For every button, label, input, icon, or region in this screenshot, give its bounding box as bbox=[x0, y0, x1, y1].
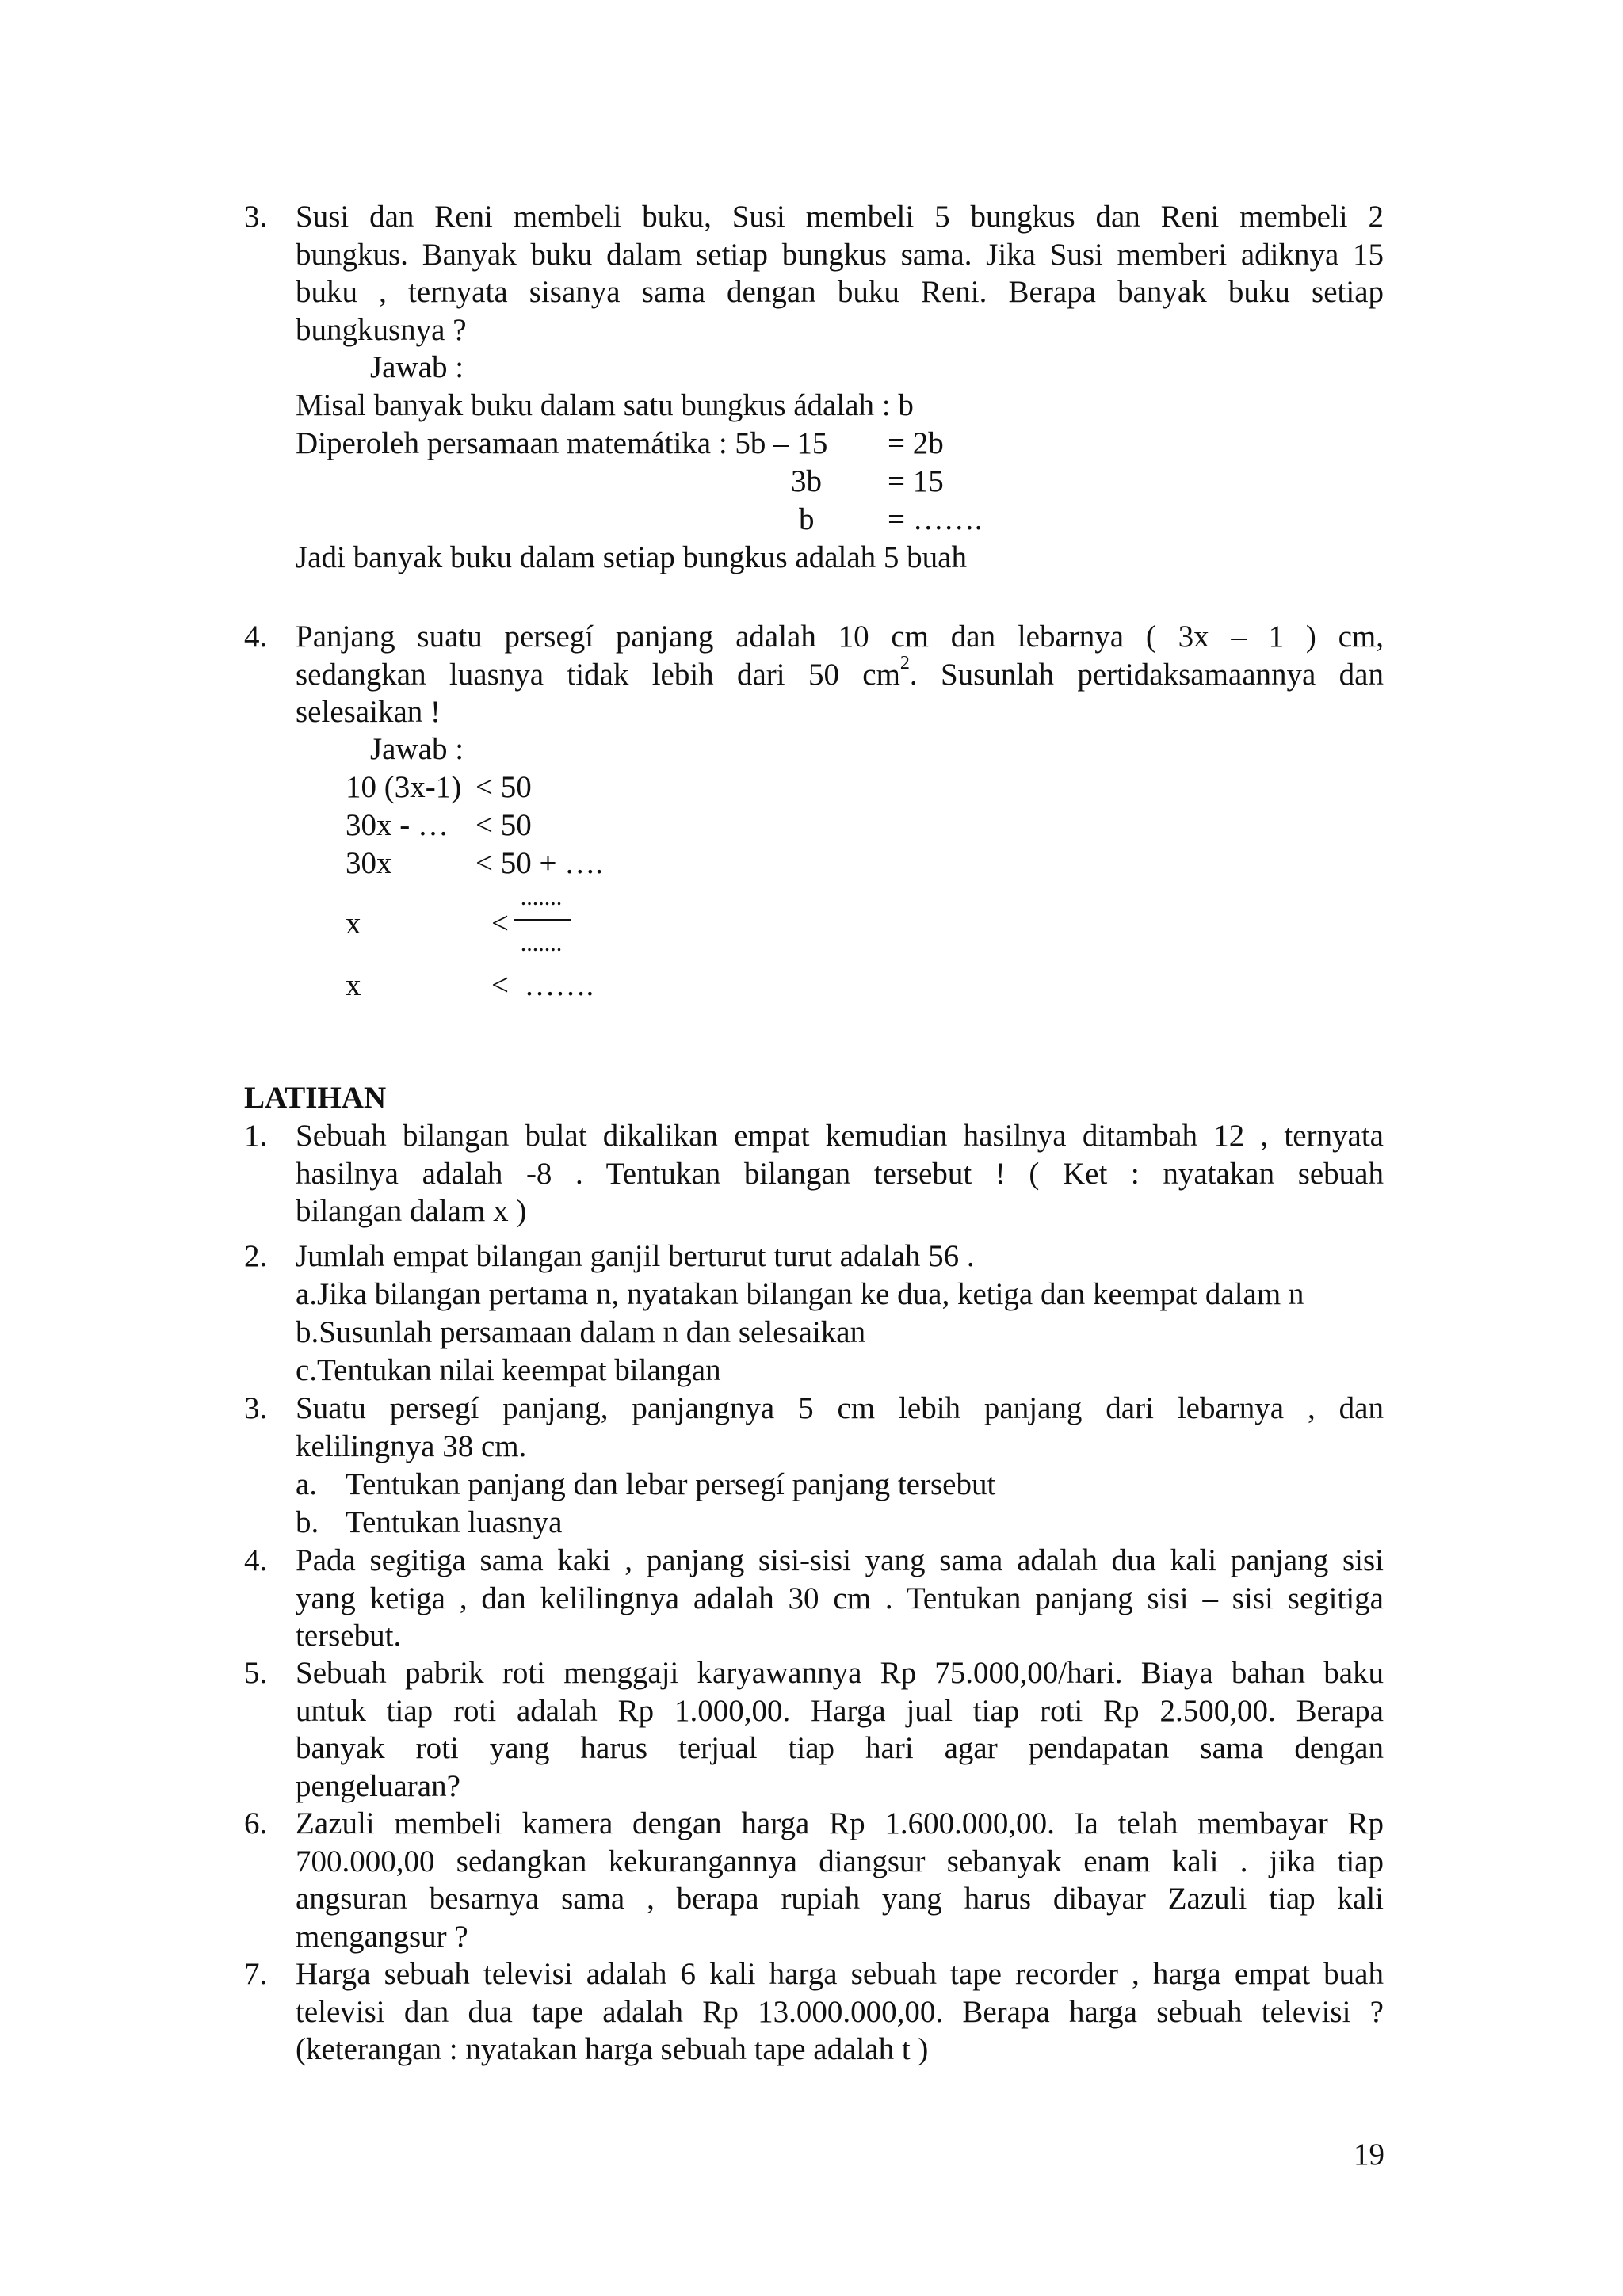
text-line: Zazuli membeli kamera dengan harga Rp 1.600.000,00. Ia telah membayar Rp bbox=[296, 1806, 1384, 1840]
text-line: tersebut. bbox=[296, 1619, 402, 1653]
equation-lhs: 3b bbox=[791, 464, 822, 498]
conclusion: Jadi banyak buku dalam setiap bungkus adalah 5 buah bbox=[296, 540, 967, 574]
text-line: Pada segitiga sama kaki , panjang sisi-sisi yang sama adalah dua kali panjang sisi bbox=[296, 1543, 1384, 1577]
exercise-item-4 bbox=[296, 1542, 1384, 1655]
text-line: Panjang suatu persegí panjang adalah 10 cm dan lebarnya ( 3x – 1 ) cm, bbox=[296, 620, 1384, 654]
answer-label: Jawab : bbox=[370, 350, 464, 384]
text-line: pengeluaran? bbox=[296, 1768, 460, 1803]
equation-lhs: Diperoleh persamaan matemátika : 5b – 15 bbox=[296, 426, 828, 460]
text-fragment: sedangkan luasnya tidak lebih dari 50 cm bbox=[296, 657, 900, 692]
text-line: Harga sebuah televisi adalah 6 kali harga sebuah tape recorder , harga empat buah bbox=[296, 1957, 1384, 1991]
text-fragment: . Susunlah pertidaksamaannya dan bbox=[909, 657, 1384, 692]
text-line: Suatu persegí panjang, panjangnya 5 cm lebih panjang dari lebarnya , dan bbox=[296, 1391, 1384, 1425]
problem-number: 3. bbox=[244, 200, 268, 234]
fraction-operator: < bbox=[491, 906, 509, 940]
text-line: bilangan dalam x ) bbox=[296, 1194, 527, 1228]
text-line: banyak roti yang harus terjual tiap hari agar pendapatan sama dengan bbox=[296, 1731, 1384, 1765]
problem-text bbox=[296, 618, 1384, 731]
answer-label: Jawab : bbox=[370, 732, 464, 766]
fraction-bar bbox=[514, 919, 571, 921]
item-number: 4. bbox=[244, 1543, 268, 1577]
text-line: buku , ternyata sisanya sama dengan buku Reni. Berapa banyak buku setiap bbox=[296, 275, 1384, 309]
sub-item: b.Susunlah persamaan dalam n dan selesaikan bbox=[296, 1315, 866, 1349]
problem-text bbox=[296, 198, 1384, 349]
exercise-item-5 bbox=[296, 1654, 1384, 1805]
equation-lhs: b bbox=[799, 502, 815, 536]
sub-item-label: a. bbox=[296, 1467, 318, 1501]
superscript: 2 bbox=[899, 652, 910, 673]
step-lhs: 30x - … bbox=[346, 808, 449, 842]
sub-item: Tentukan luasnya bbox=[346, 1505, 563, 1539]
exercise-item-7 bbox=[296, 1955, 1384, 2069]
step-rhs: < 50 + …. bbox=[475, 846, 603, 880]
text-line: televisi dan dua tape adalah Rp 13.000.000,00. Berapa harga sebuah televisi ? bbox=[296, 1994, 1384, 2029]
item-number: 1. bbox=[244, 1119, 268, 1153]
text-line: angsuran besarnya sama , berapa rupiah yang harus dibayar Zazuli tiap kali bbox=[296, 1882, 1384, 1916]
step-rhs: < 50 bbox=[475, 770, 532, 804]
text-line: kelilingnya 38 cm. bbox=[296, 1428, 527, 1463]
text-line: hasilnya adalah -8 . Tentukan bilangan tersebut ! ( Ket : nyatakan sebuah bbox=[296, 1156, 1384, 1191]
section-heading: LATIHAN bbox=[244, 1081, 387, 1115]
sub-item: a.Jika bilangan pertama n, nyatakan bilangan ke dua, ketiga dan keempat dalam n bbox=[296, 1277, 1304, 1311]
page-number: 19 bbox=[1354, 2138, 1384, 2172]
sub-item-label: b. bbox=[296, 1505, 319, 1539]
fraction-numerator: ....... bbox=[520, 884, 563, 910]
text-line: mengangsur ? bbox=[296, 1919, 468, 1954]
text-line: Sebuah pabrik roti menggaji karyawannya Rp 75.000,00/hari. Biaya bahan baku bbox=[296, 1656, 1384, 1690]
final-lhs: x bbox=[346, 968, 361, 1002]
step-lhs: 30x bbox=[346, 846, 392, 880]
text-line: yang ketiga , dan kelilingnya adalah 30 cm . Tentukan panjang sisi – sisi segitiga bbox=[296, 1581, 1384, 1615]
text-line bbox=[296, 652, 1384, 694]
step-lhs: 10 (3x-1) bbox=[346, 770, 462, 804]
text-line: untuk tiap roti adalah Rp 1.000,00. Harga jual tiap roti Rp 2.500,00. Berapa bbox=[296, 1693, 1384, 1728]
text-line: Susi dan Reni membeli buku, Susi membeli 5 bungkus dan Reni membeli 2 bbox=[296, 200, 1384, 234]
equation-rhs: = ……. bbox=[888, 502, 983, 536]
item-number: 7. bbox=[244, 1957, 268, 1991]
text-line: selesaikan ! bbox=[296, 695, 441, 729]
sub-item: Tentukan panjang dan lebar persegí panjang tersebut bbox=[346, 1467, 996, 1501]
text-line: Sebuah bilangan bulat dikalikan empat kemudian hasilnya ditambah 12 , ternyata bbox=[296, 1119, 1384, 1153]
fraction-lhs: x bbox=[346, 906, 361, 940]
text-line: bungkusnya ? bbox=[296, 312, 467, 347]
final-rhs: < ……. bbox=[491, 968, 594, 1002]
exercise-item-3 bbox=[296, 1390, 1384, 1465]
item-number: 2. bbox=[244, 1239, 268, 1273]
text-line: bungkus. Banyak buku dalam setiap bungkus sama. Jika Susi memberi adiknya 15 bbox=[296, 237, 1384, 272]
equation-rhs: = 15 bbox=[888, 464, 944, 498]
text-line: Jumlah empat bilangan ganjil berturut turut adalah 56 . bbox=[296, 1239, 975, 1273]
equation-rhs: = 2b bbox=[888, 426, 944, 460]
item-number: 3. bbox=[244, 1391, 268, 1425]
item-number: 6. bbox=[244, 1806, 268, 1840]
exercise-item-6 bbox=[296, 1805, 1384, 1955]
sub-item: c.Tentukan nilai keempat bilangan bbox=[296, 1353, 721, 1387]
exercise-item-1 bbox=[296, 1117, 1384, 1230]
fraction-denominator: ....... bbox=[520, 930, 563, 956]
problem-number: 4. bbox=[244, 620, 268, 654]
text-line: (keterangan : nyatakan harga sebuah tape adalah t ) bbox=[296, 2032, 929, 2066]
text-line: Misal banyak buku dalam satu bungkus ádalah : b bbox=[296, 388, 914, 422]
text-line: 700.000,00 sedangkan kekurangannya diangsur sebanyak enam kali . jika tiap bbox=[296, 1844, 1384, 1878]
step-rhs: < 50 bbox=[475, 808, 532, 842]
item-number: 5. bbox=[244, 1656, 268, 1690]
